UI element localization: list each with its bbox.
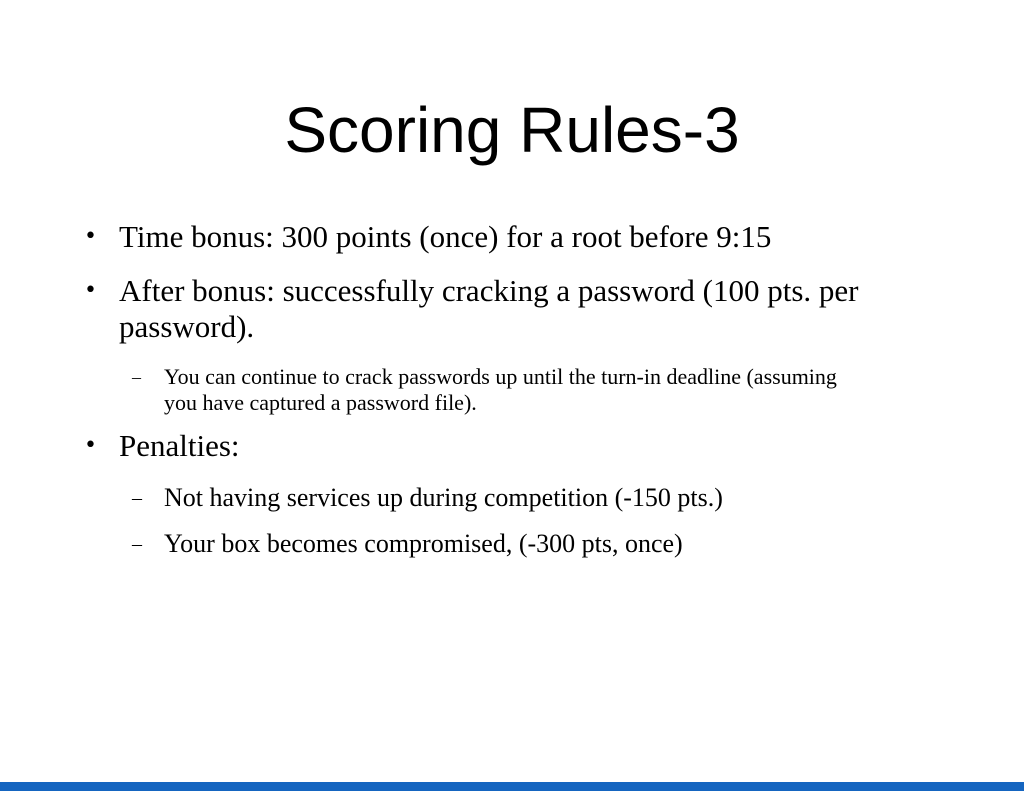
- footer-bar: [0, 782, 1024, 791]
- sub-bullet-box-compromised: [132, 528, 932, 560]
- bullet-marker: •: [84, 224, 97, 249]
- bullet-text: Penalties:: [119, 428, 240, 463]
- slide-title: Scoring Rules-3: [284, 94, 740, 166]
- sub-bullet-text: Not having services up during competition (-150 pts.): [164, 483, 723, 512]
- sub-bullet-marker: –: [132, 487, 142, 509]
- bullet-marker: •: [84, 433, 97, 458]
- sub-bullet-text: Your box becomes compromised, (-300 pts, once): [164, 529, 683, 558]
- bullet-marker: •: [84, 278, 97, 303]
- bullet-text: Time bonus: 300 points (once) for a root before 9:15: [119, 219, 772, 254]
- sub-bullet-crack-passwords: [132, 364, 872, 416]
- sub-bullet-text: You can continue to crack passwords up until the turn-in deadline (assuming you have captured a password file).: [164, 364, 837, 415]
- bullet-penalties: [84, 428, 944, 464]
- bullet-time-bonus: [84, 219, 944, 255]
- bullet-after-bonus: [84, 273, 944, 345]
- sub-bullet-marker: –: [132, 367, 141, 387]
- bullet-text: After bonus: successfully cracking a password (100 pts. per password).: [119, 273, 859, 344]
- sub-bullet-marker: –: [132, 533, 142, 555]
- sub-bullet-services-down: [132, 482, 932, 514]
